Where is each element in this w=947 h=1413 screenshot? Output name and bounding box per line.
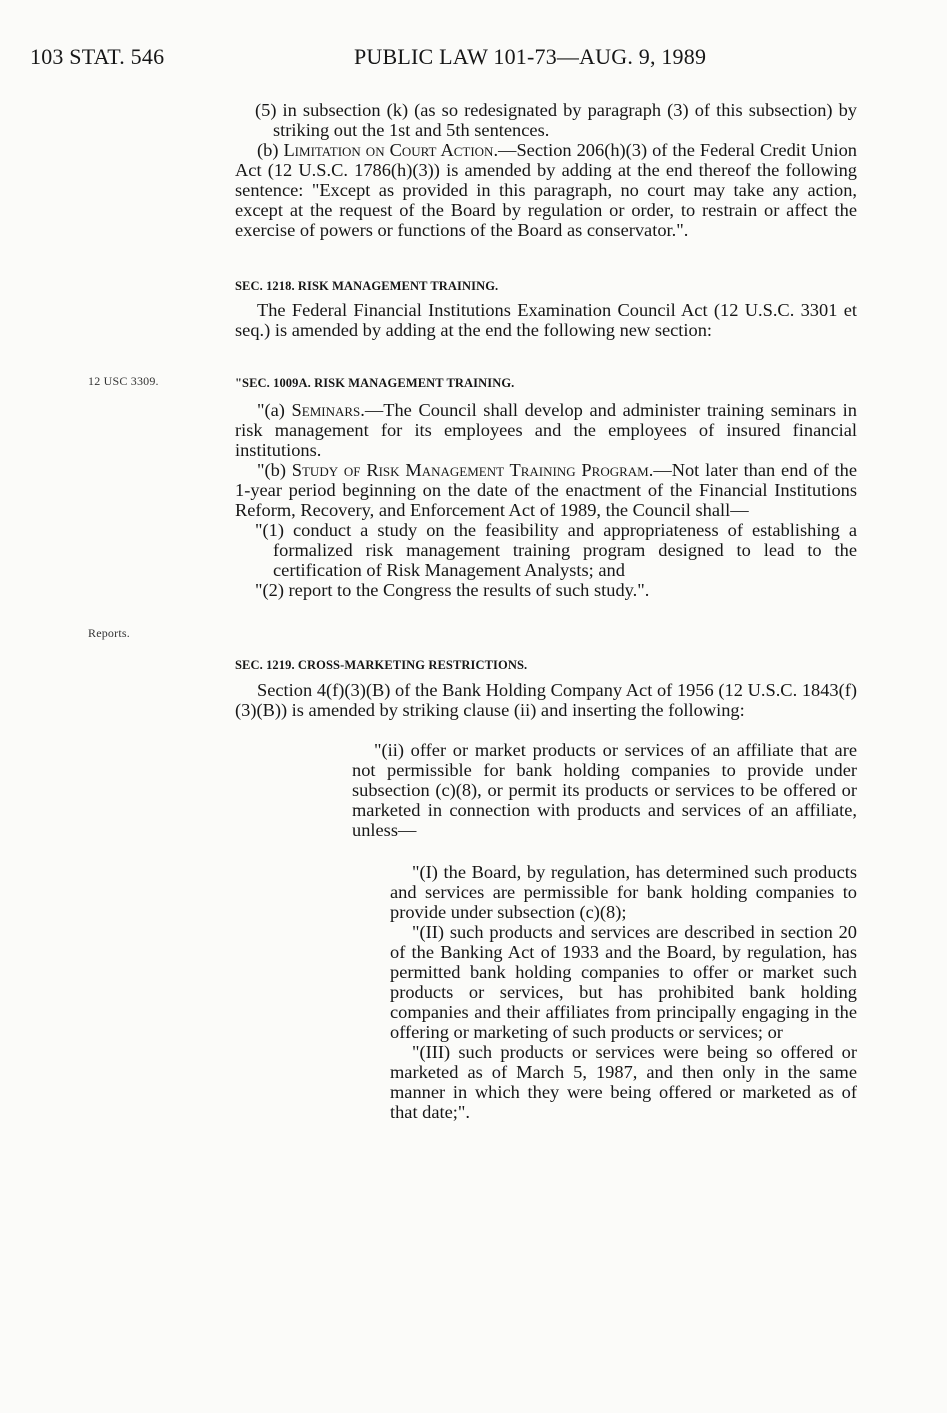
paragraph-b-study xyxy=(235,460,857,520)
paragraph-a-enum: "(a) xyxy=(257,400,292,420)
subclause-ii: "(II) such products and services are described in section 20 of the Banking Act of 1933 and the Board, by regulation, has permitted bank holding companies to offer or market such products or services, but has prohibited bank holding companies and their affiliates from principally engaging in the offering or marketing of such products or services; or xyxy=(390,922,857,1042)
paragraph-2-report: "(2) report to the Congress the results of such study.". xyxy=(255,580,650,600)
section-1218-heading: SEC. 1218. RISK MANAGEMENT TRAINING. xyxy=(235,279,499,293)
subclause-i: "(I) the Board, by regulation, has determined such products and services are permissible for bank holding companies to provide under subsection (c)(8); xyxy=(390,862,857,922)
paragraph-b-enum: (b) xyxy=(257,140,284,160)
stat-page-reference: 103 STAT. 546 xyxy=(30,44,165,69)
paragraph-a-caption: Seminars xyxy=(291,400,361,420)
paragraph-b-study-text: .—Not later than end of the 1-year period beginning on the date of the enactment of the Financial Institutions Reform, Recovery, and Enforcement Act of 1989, the Council shall— xyxy=(235,460,857,520)
paragraph-b-study-enum: "(b) xyxy=(257,460,292,480)
paragraph-1-conduct-study: "(1) conduct a study on the feasibility and appropriateness of establishing a formalized risk management training program designed to lead to the certification of Risk Management Analysts; and xyxy=(255,520,857,580)
paragraph-b-caption: Limitation on Court Action xyxy=(283,140,494,160)
paragraph-bhc-act: Section 4(f)(3)(B) of the Bank Holding Company Act of 1956 (12 U.S.C. 1843(f)(3)(B)) is amended by striking clause (ii) and inserting the following: xyxy=(235,680,857,720)
paragraph-ffiec-act: The Federal Financial Institutions Examination Council Act (12 U.S.C. 3301 et seq.) is amended by adding at the end the following new section: xyxy=(235,300,857,340)
section-1009a-heading: "SEC. 1009A. RISK MANAGEMENT TRAINING. xyxy=(235,376,515,390)
text-block-subclauses xyxy=(390,862,857,1122)
subclause-iii: "(III) such products or services were being so offered or marketed as of March 5, 1987, and then only in the same manner in which they were being offered or marketed as of that date;". xyxy=(390,1042,857,1122)
page-header xyxy=(30,44,930,80)
text-block-clause-ii xyxy=(352,740,857,840)
paragraph-a-seminars xyxy=(235,400,857,460)
text-block-sec-1219 xyxy=(235,680,857,720)
paragraph-b-limitation xyxy=(235,140,857,240)
margin-note-reports: Reports. xyxy=(88,626,130,640)
paragraph-b-text: .—Section 206(h)(3) of the Federal Credit Union Act (12 U.S.C. 1786(h)(3)) is amended by adding at the end thereof the following sentence: "Except as provided in this paragraph, no court may take any action, except at the request of the Board by regulation or order, to restrain or affect the exercise of powers or functions of the Board as conservator.". xyxy=(235,140,857,240)
paragraph-b-study-caption: Study of Risk Management Training Program xyxy=(291,460,649,480)
text-block-sec-1218 xyxy=(235,300,857,340)
clause-ii: "(ii) offer or market products or services of an affiliate that are not permissible for bank holding companies to provide under subsection (c)(8), or permit its products or services to be offered or marketed in connection with products and services of an affiliate, unless— xyxy=(352,740,857,840)
text-block-amendments xyxy=(235,100,857,240)
public-law-title: PUBLIC LAW 101-73—AUG. 9, 1989 xyxy=(354,44,707,69)
margin-note-usc: 12 USC 3309. xyxy=(88,374,159,388)
text-block-sec-1009a xyxy=(235,400,857,600)
paragraph-5-subsection-k: (5) in subsection (k) (as so redesignated by paragraph (3) of this subsection) by striking out the 1st and 5th sentences. xyxy=(255,100,857,140)
paragraph-a-text: .—The Council shall develop and administer training seminars in risk management for its employees and the employees of insured financial institutions. xyxy=(235,400,857,460)
section-1219-heading: SEC. 1219. CROSS-MARKETING RESTRICTIONS. xyxy=(235,658,528,672)
